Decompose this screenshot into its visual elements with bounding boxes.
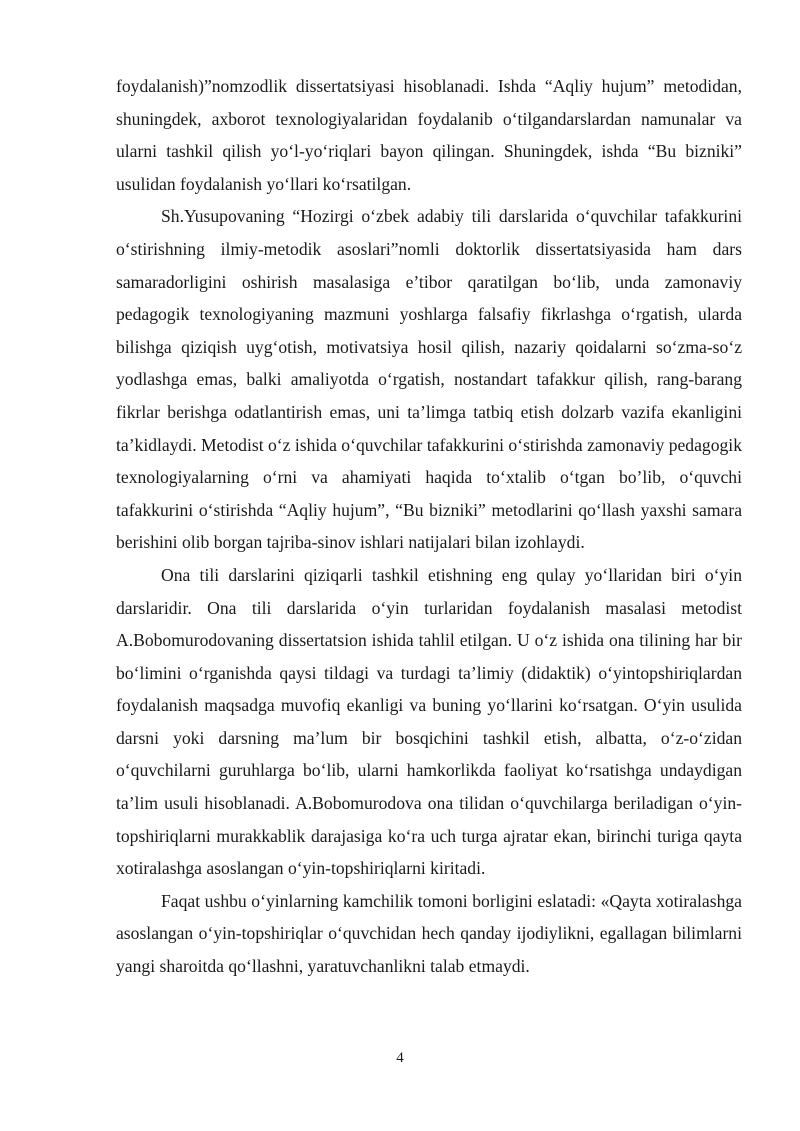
paragraph-games-drawback: Faqat ushbu o‘yinlarning kamchilik tomoni borligini eslatadi: «Qayta xotiralashga asoslangan o‘yin-topshiriqlar o‘quvchidan hech qanday ijodiylikni, egallagan bilimlarni yangi sharoitda qo‘llashni, yaratuvchanlikni talab etmaydi.: [116, 890, 742, 977]
page-number: 4: [396, 1050, 404, 1066]
paragraph-yusupova: Sh.Yusupovaning “Hozirgi o‘zbek adabiy tili darslarida o‘quvchilar tafakkurini o‘stirishning ilmiy-metodik asoslari”nomli doktorlik dissertatsiyasida ham dars samaradorligini oshirish masalasiga e’tibor qaratilgan bo‘lib, unda zamonaviy pedagogik texnologiyaning mazmuni yoshlarga falsafiy fikrlashga o‘rgatish, ularda bilishga qiziqish uyg‘otish, motivatsiya hosil qilish, nazariy qoidalarni so‘zma-so‘z yodlashga emas, balki amaliyotda o‘rgatish, nostandart tafakkur qilish, rang-barang fikrlar berishga odatlantirish emas, uni ta’limga tatbiq etish dolzarb vazifa ekanligini ta’kidlaydi. Metodist o‘z ishida o‘quvchilar tafakkurini o‘stirishda zamonaviy pedagogik texnologiyalarning o‘rni va ahamiyati haqida to‘xtalib o‘tgan bo’lib, o‘quvchi tafakkurini o‘stirishda “Aqliy hujum”, “Bu bizniki” metodlarini qo‘llash yaxshi samara berishini olib borgan tajriba-sinov ishlari natijalari bilan izohlaydi.: [116, 206, 742, 553]
paragraph-continuation: foydalanish)”nomzodlik dissertatsiyasi hisoblanadi. Ishda “Aqliy hujum” metodidan, shuningdek, axborot texnologiyalaridan foydalanib o‘tilgandarslardan namunalar va ularni tashkil qilish yo‘l-yo‘riqlari bayon qilingan. Shuningdek, ishda “Bu bizniki” usulidan foydalanish yo‘llari ko‘rsatilgan.: [116, 76, 742, 194]
paragraph-bobomurodova: Ona tili darslarini qiziqarli tashkil etishning eng qulay yo‘llaridan biri o‘yin darslaridir. Ona tili darslarida o‘yin turlaridan foydalanish masalasi metodist A.Bobomurodovaning dissertatsion ishida tahlil etilgan. U o‘z ishida ona tilining har bir bo‘limini o‘rganishda qaysi tildagi va turdagi ta’limiy (didaktik) o‘yintopshiriqlardan foydalanish maqsadga muvofiq ekanligi va buning yo‘llarini ko‘rsatgan. O‘yin usulida darsni yoki darsning ma’lum bir bosqichini tashkil etish, albatta, o‘z-o‘zidan o‘quvchilarni guruhlarga bo‘lib, ularni hamkorlikda faoliyat ko‘rsatishga undaydigan ta’lim usuli hisoblanadi. A.Bobomurodova ona tilidan o‘quvchilarga beriladigan o‘yin-topshiriqlarni murakkablik darajasiga ko‘ra uch turga ajratar ekan, birinchi turiga qayta xotiralashga asoslangan o‘yin-topshiriqlarni kiritadi.: [116, 564, 742, 879]
body-text: [116, 70, 742, 983]
